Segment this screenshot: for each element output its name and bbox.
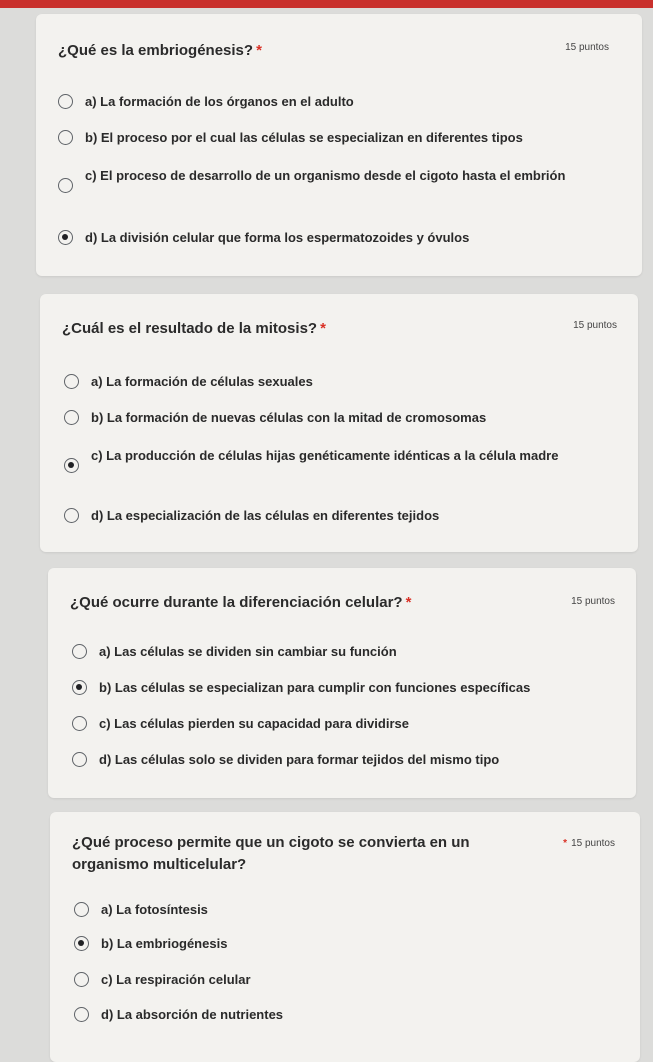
required-mark: * [320,320,326,337]
question-1-text: ¿Qué es la embriogénesis? [58,42,254,59]
q3-option-c[interactable] [72,714,612,733]
radio-button[interactable] [74,1007,89,1022]
question-1-title [58,40,478,62]
q2-option-a[interactable] [64,372,604,391]
radio-button[interactable] [64,508,79,523]
question-2-text: ¿Cuál es el resultado de la mitosis? [62,320,318,337]
radio-button-selected[interactable] [58,230,73,245]
option-label: a) Las células se dividen sin cambiar su función [99,644,397,659]
question-4-points [560,838,615,849]
radio-button-selected[interactable] [74,936,89,951]
required-mark: * [256,42,262,59]
radio-button[interactable] [58,94,73,109]
q4-option-c[interactable] [74,970,614,989]
option-label: a) La fotosíntesis [101,902,208,917]
question-3-title [70,592,510,614]
question-3-points: 15 puntos [571,596,615,607]
q4-option-b[interactable] [74,934,614,953]
option-label: c) Las células pierden su capacidad para dividirse [99,716,409,731]
q1-option-c[interactable] [58,166,598,193]
radio-button[interactable] [58,130,73,145]
option-label: a) La formación de los órganos en el adulto [85,94,354,109]
radio-button[interactable] [72,752,87,767]
radio-button[interactable] [64,410,79,425]
form-accent-bar [0,0,653,8]
option-label: b) Las células se especializan para cumplir con funciones específicas [99,680,531,695]
radio-button-selected[interactable] [64,458,79,473]
question-4-title [72,832,512,876]
q4-option-a[interactable] [74,900,614,919]
q2-option-c[interactable] [64,446,584,473]
required-mark: * [405,594,412,611]
points-text: 15 puntos [571,838,615,849]
question-2-points: 15 puntos [573,320,617,331]
option-label: c) El proceso de desarrollo de un organismo desde el cigoto hasta el embrión [85,168,566,183]
option-label: d) Las células solo se dividen para formar tejidos del mismo tipo [99,752,500,767]
q4-option-d[interactable] [74,1005,614,1024]
q3-option-d[interactable] [72,750,622,769]
option-label: d) La especialización de las células en diferentes tejidos [91,508,440,523]
radio-button[interactable] [74,972,89,987]
option-label: b) La embriogénesis [101,936,228,951]
radio-button[interactable] [72,716,87,731]
option-label: b) El proceso por el cual las células se especializan en diferentes tipos [85,130,523,145]
option-label: d) La absorción de nutrientes [101,1007,284,1022]
radio-button[interactable] [74,902,89,917]
radio-button[interactable] [72,644,87,659]
q2-option-d[interactable] [64,506,604,525]
radio-button[interactable] [64,374,79,389]
option-label: c) La producción de células hijas genéticamente idénticas a la célula madre [91,448,559,463]
question-2-title [62,318,482,340]
q1-option-b[interactable] [58,128,618,147]
q3-option-a[interactable] [72,642,612,661]
option-label: a) La formación de células sexuales [91,374,313,389]
question-4-text: ¿Qué proceso permite que un cigoto se convierta en un organismo multicelular? [72,834,470,873]
required-mark: * [563,838,568,849]
radio-button-selected[interactable] [72,680,87,695]
option-label: d) La división celular que forma los espermatozoides y óvulos [85,230,470,245]
q2-option-b[interactable] [64,408,604,427]
q1-option-a[interactable] [58,92,598,111]
option-label: c) La respiración celular [101,972,251,987]
question-1-points: 15 puntos [565,42,609,53]
radio-button[interactable] [58,178,73,193]
q1-option-d[interactable] [58,228,598,247]
q3-option-b[interactable] [72,678,622,697]
option-label: b) La formación de nuevas células con la mitad de cromosomas [91,410,487,425]
question-3-text: ¿Qué ocurre durante la diferenciación celular? [70,594,403,611]
